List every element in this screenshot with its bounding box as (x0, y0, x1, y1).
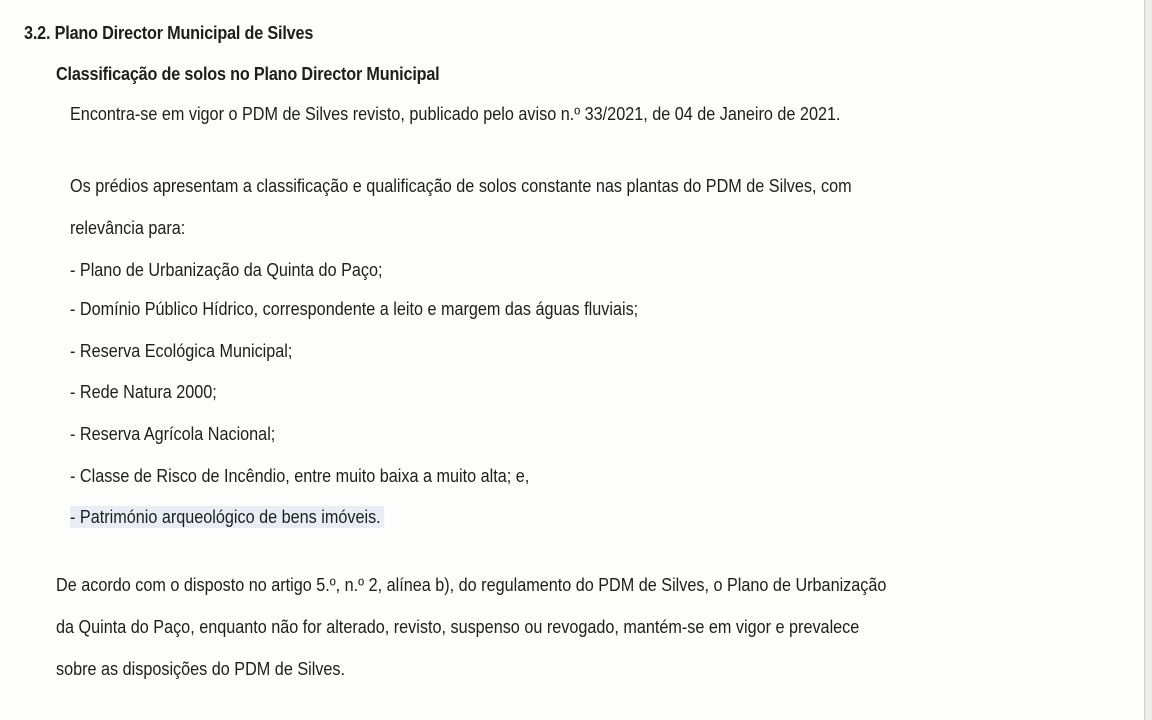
conclusion-paragraph-line-1: De acordo com o disposto no artigo 5.º, n.º 2, alínea b), do regulamento do PDM de Silves, o Plano de Urbanização (56, 575, 887, 595)
list-item: - Classe de Risco de Incêndio, entre muito baixa a muito alta; e, (70, 466, 530, 486)
list-item: - Rede Natura 2000; (70, 382, 217, 402)
list-item: - Reserva Ecológica Municipal; (70, 341, 293, 361)
list-item: - Domínio Público Hídrico, correspondente a leito e margem das águas fluviais; (70, 299, 639, 319)
section-heading: 3.2. Plano Director Municipal de Silves (24, 23, 314, 43)
list-item: - Reserva Agrícola Nacional; (70, 424, 276, 444)
page-edge (1144, 0, 1152, 720)
classification-paragraph-line-1: Os prédios apresentam a classificação e qualificação de solos constante nas plantas do PDM de Silves, com (70, 176, 852, 196)
list-item: - Plano de Urbanização da Quinta do Paço; (70, 260, 383, 280)
conclusion-paragraph-line-2: da Quinta do Paço, enquanto não for alterado, revisto, suspenso ou revogado, mantém-se em vigor e prevalece (56, 617, 860, 637)
intro-paragraph: Encontra-se em vigor o PDM de Silves revisto, publicado pelo aviso n.º 33/2021, de 04 de Janeiro de 2021. (70, 104, 841, 124)
subsection-heading: Classificação de solos no Plano Director Municipal (56, 64, 440, 84)
list-item-highlighted: - Património arqueológico de bens imóveis. (70, 506, 384, 528)
conclusion-paragraph-line-3: sobre as disposições do PDM de Silves. (56, 659, 346, 679)
classification-paragraph-line-2: relevância para: (70, 218, 186, 238)
